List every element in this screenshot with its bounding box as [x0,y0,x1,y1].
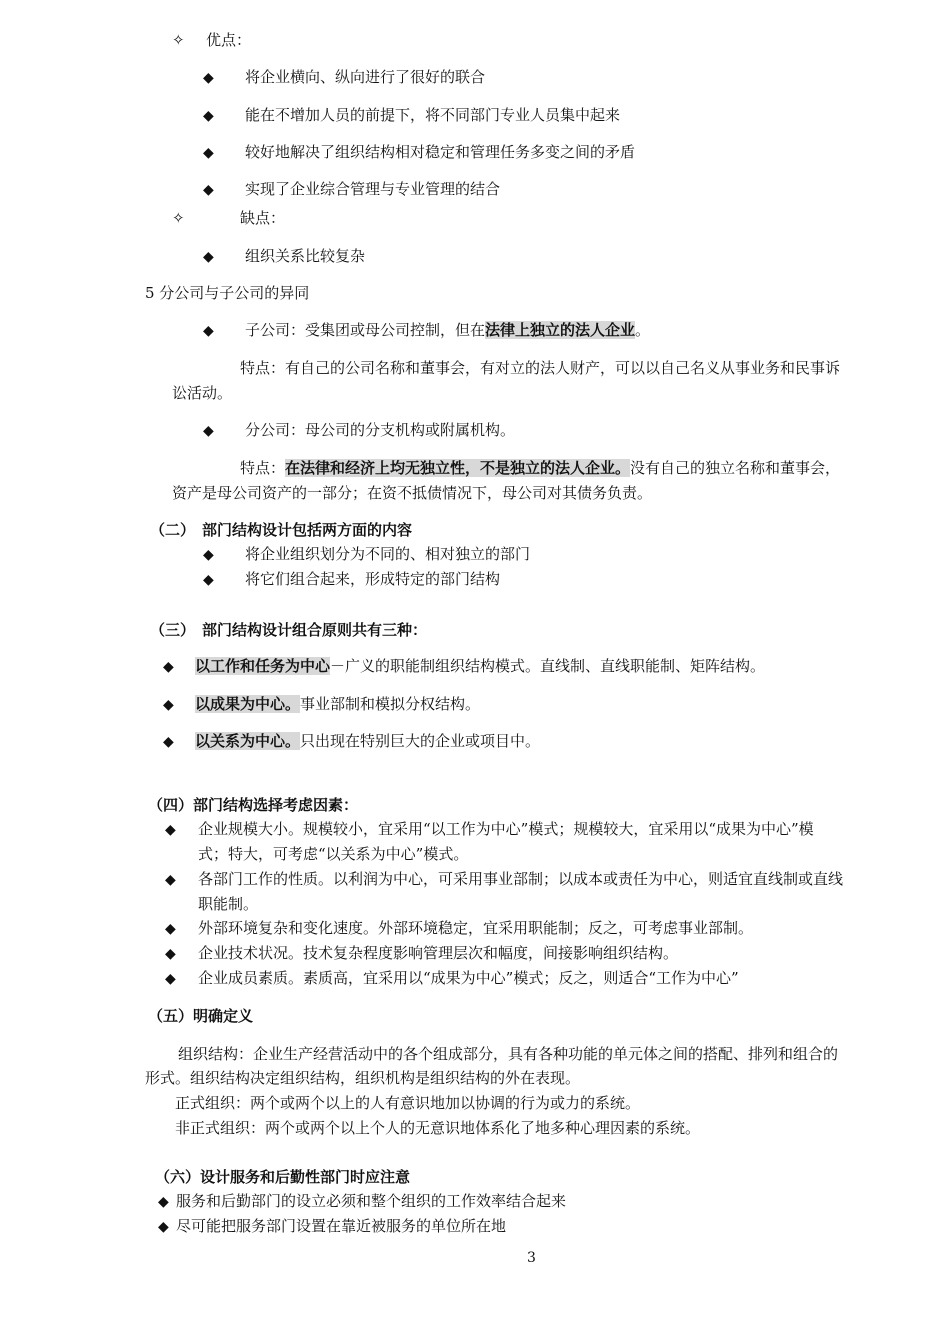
list-item: ◆ 实现了企业综合管理与专业管理的结合 [203,180,501,198]
diamond-bullet-icon: ◆ [165,921,176,937]
list-item: ◆ 分公司：母公司的分支机构或附属机构。 [203,421,516,439]
diamond-bullet-icon: ◆ [203,70,214,86]
diamond-bullet-icon: ◆ [163,659,174,675]
diamond-bullet-icon: ◆ [163,697,174,713]
list-item: ◆ 服务和后勤部门的设立必须和整个组织的工作效率结合起来 [158,1192,567,1210]
paragraph-line: 讼活动。 [172,384,233,402]
list-item: ◆ 以成果为中心。事业部制和模拟分权结构。 [163,695,481,713]
list-item: ◆ 以关系为中心。只出现在特别巨大的企业或项目中。 [163,732,541,750]
diamond-bullet-icon: ◆ [158,1194,169,1210]
list-item: ◆ 各部门工作的性质。以利润为中心，可采用事业部制；以成本或责任为中心，则适宜直线制或直线 [165,870,844,888]
list-item: ◆ 子公司：受集团或母公司控制，但在法律上独立的法人企业。 [203,321,651,339]
list-item: ◆ 组织关系比较复杂 [203,247,366,265]
list-item: ◆ 将企业组织划分为不同的、相对独立的部门 [203,545,531,563]
list-item-continuation: 式；特大，可考虑“以关系为中心”模式。 [198,845,469,863]
list-item: ◆ 企业成员素质。素质高，宜采用以“成果为中心”模式；反之，则适合“工作为中心” [165,969,739,987]
diamond-bullet-icon: ◆ [165,872,176,888]
list-item: ◆ 企业规模大小。规模较小，宜采用“以工作为中心”模式；规模较大，宜采用以“成果为中心”模 [165,820,814,838]
diamond-bullet-icon: ◆ [158,1219,169,1235]
diamond-bullet-icon: ◆ [203,249,214,265]
section-heading: （四）部门结构选择考虑因素： [148,796,359,814]
diamond-bullet-icon: ◆ [165,822,176,838]
section-heading: （二） 部门结构设计包括两方面的内容 [150,521,413,539]
diamond-bullet-icon: ◆ [203,145,214,161]
list-item: ◆ 将它们组合起来，形成特定的部门结构 [203,570,501,588]
diamond-bullet-icon: ◆ [163,734,174,750]
diamond-bullet-icon: ◆ [165,946,176,962]
list-item: ◆ 较好地解决了组织结构相对稳定和管理任务多变之间的矛盾 [203,143,636,161]
paragraph-line: 特点：在法律和经济上均无独立性，不是独立的法人企业。没有自己的独立名称和董事会， [240,459,841,477]
demerits-heading: ✧ 缺点： [172,209,286,227]
merits-heading: ✧ 优点： [172,31,252,49]
diamond-bullet-icon: ◆ [165,971,176,987]
page-number: 3 [527,1250,536,1266]
paragraph-line: 特点：有自己的公司名称和董事会，有对立的法人财产，可以以自己名义从事业务和民事诉 [240,359,841,377]
diamond-bullet-icon: ◆ [203,108,214,124]
paragraph-line: 形式。组织结构决定组织结构，组织机构是组织结构的外在表现。 [145,1069,581,1087]
paragraph-line: 资产是母公司资产的一部分；在资不抵债情况下，母公司对其债务负责。 [172,484,653,502]
section-heading: （五）明确定义 [148,1007,254,1025]
diamond-outline-icon: ✧ [172,31,185,49]
paragraph-line: 非正式组织：两个或两个以上个人的无意识地体系化了地多种心理因素的系统。 [175,1119,701,1137]
list-item: ◆ 尽可能把服务部门设置在靠近被服务的单位所在地 [158,1217,507,1235]
section-heading: （三） 部门结构设计组合原则共有三种： [150,621,428,639]
paragraph-line: 组织结构：企业生产经营活动中的各个组成部分，具有各种功能的单元体之间的搭配、排列和组合的 [178,1045,839,1063]
list-item: ◆ 能在不增加人员的前提下，将不同部门专业人员集中起来 [203,106,621,124]
diamond-bullet-icon: ◆ [203,572,214,588]
list-item: ◆ 将企业横向、纵向进行了很好的联合 [203,68,486,86]
diamond-outline-icon: ✧ [172,209,185,227]
diamond-bullet-icon: ◆ [203,323,214,339]
list-item: ◆ 企业技术状况。技术复杂程度影响管理层次和幅度，间接影响组织结构。 [165,944,679,962]
list-item: ◆ 以工作和任务为中心－广义的职能制组织结构模式。直线制、直线职能制、矩阵结构。 [163,657,766,675]
list-item: ◆ 外部环境复杂和变化速度。外部环境稳定，宜采用职能制；反之，可考虑事业部制。 [165,919,754,937]
section-heading: （六）设计服务和后勤性部门时应注意 [155,1168,411,1186]
diamond-bullet-icon: ◆ [203,182,214,198]
list-item-continuation: 职能制。 [198,895,259,913]
paragraph-line: 正式组织：两个或两个以上的人有意识地加以协调的行为或力的系统。 [175,1094,641,1112]
diamond-bullet-icon: ◆ [203,423,214,439]
diamond-bullet-icon: ◆ [203,547,214,563]
section-title: 5 分公司与子公司的异同 [145,284,310,302]
